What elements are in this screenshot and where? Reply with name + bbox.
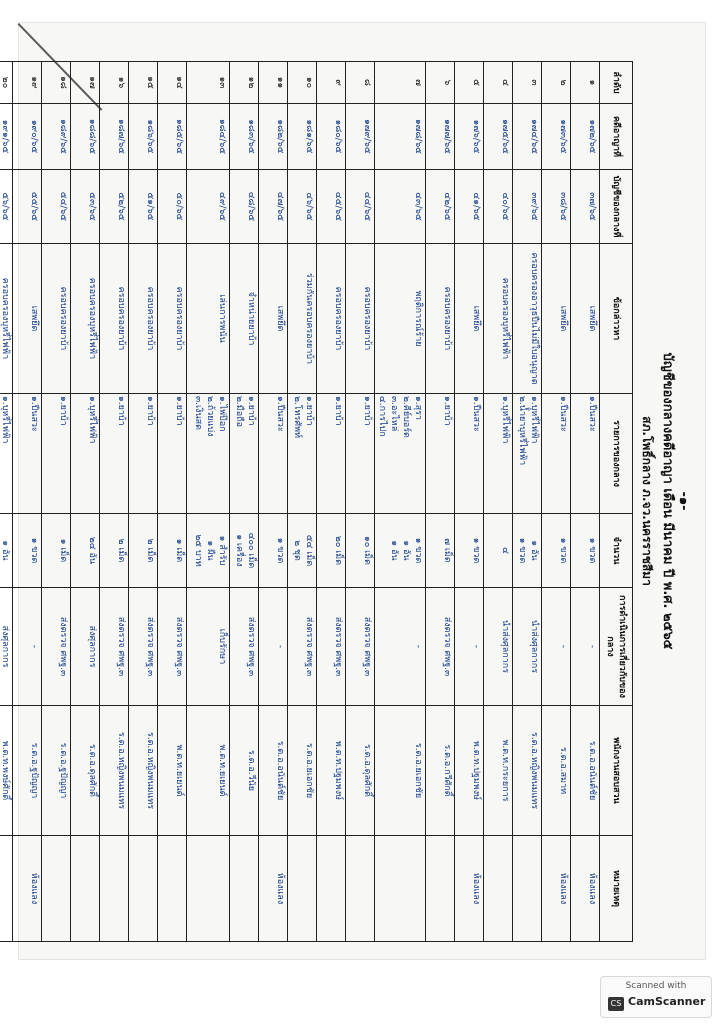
- cell-no: ๗: [375, 62, 426, 104]
- cell-items: [71, 394, 100, 514]
- cell-note: [513, 836, 542, 942]
- cell-quantity: [100, 514, 129, 588]
- cell-evidence-list-no: ๕๕/๖๕: [13, 170, 42, 244]
- quantity-line: ๒ เม็ด: [145, 538, 155, 563]
- quantity-line: ๑ เม็ด: [174, 538, 184, 563]
- cell-case-no: ๑๘๖/๖๕: [129, 104, 158, 170]
- cell-officer: พ.ต.ท.ปฐมพงษ์: [455, 706, 484, 836]
- item-line: ๑.ยาบ้า: [145, 396, 155, 426]
- cell-case-no: ๑๙๐/๖๕: [13, 104, 42, 170]
- cell-quantity: [484, 514, 513, 588]
- cell-no: ๖: [426, 62, 455, 104]
- item-line: ๑.บุหรี่ไฟฟ้า: [529, 396, 539, 444]
- cell-charge: ครอบครองบุหรี่ไฟฟ้า: [71, 244, 100, 394]
- document-title: บัญชีของกลางคดีอาญา เดือน มีนาคม ปี พ.ศ. ๒๕๖๕: [660, 352, 675, 650]
- table-header-row: [600, 62, 633, 942]
- item-line: ๑.ไพ่ป๊อก: [217, 396, 227, 432]
- table-row: [288, 62, 317, 942]
- quantity-line: ๗ เม็ด: [442, 538, 452, 563]
- cell-charge: ครอบครองยาบ้า: [42, 244, 71, 394]
- quantity-line: ๑ เครื่อง: [234, 534, 244, 567]
- item-line: ๑.ยาบ้า: [58, 396, 68, 426]
- cell-quantity: [455, 514, 484, 588]
- watermark-brand: CamScanner: [628, 995, 706, 1008]
- quantity-line: ๑ ขวด: [275, 537, 285, 564]
- cell-note: [288, 836, 317, 942]
- cell-items: [100, 394, 129, 514]
- cell-note: [129, 836, 158, 942]
- cell-items: [230, 394, 259, 514]
- cell-officer: ร.ต.อ.หญิงพนมแทร: [513, 706, 542, 836]
- camscanner-watermark: [600, 976, 712, 1018]
- cell-charge: เสพยึด: [571, 244, 600, 394]
- cell-charge: ครอบครองยาบ้า: [100, 244, 129, 394]
- cell-charge: ครอบครองยาบ้า: [317, 244, 346, 394]
- cell-items: [42, 394, 71, 514]
- cell-evidence-list-no: ๓๗/๖๕: [571, 170, 600, 244]
- cell-evidence-list-no: ๕๒/๖๕: [100, 170, 129, 244]
- item-line: ๑.ปืนสวะ: [471, 396, 481, 432]
- cell-officer: พ.ต.ท.ยเยนต์: [158, 706, 187, 836]
- cell-note: [230, 836, 259, 942]
- table-row: [13, 62, 42, 942]
- item-line: ๒.มือถือ: [234, 396, 244, 427]
- quantity-line: ๑ ขวด: [471, 537, 481, 564]
- table-row: [513, 62, 542, 942]
- cell-charge: ครอบครองยาบ้า: [158, 244, 187, 394]
- quantity-line: ๑ อัน: [401, 540, 411, 561]
- cell-no: ๔: [484, 62, 513, 104]
- table-row: [317, 62, 346, 942]
- cell-quantity: [288, 514, 317, 588]
- cell-case-no: ๑๘๙/๖๕: [42, 104, 71, 170]
- cell-charge: เสพยึด: [259, 244, 288, 394]
- cell-case-no: ๑๘๕/๖๕: [158, 104, 187, 170]
- item-line: ๑.สุรา: [413, 396, 423, 420]
- cell-case-no: ๑๙๑/๖๕: [0, 104, 13, 170]
- cell-case-no: ๑๗๖/๖๕: [455, 104, 484, 170]
- cell-no: ๑๔: [158, 62, 187, 104]
- table-row: [259, 62, 288, 942]
- quantity-line: ๔๐๐ เม็ด: [246, 532, 256, 569]
- cell-officer: พ.ต.ท.กระยการ: [484, 706, 513, 836]
- cell-quantity: [346, 514, 375, 588]
- item-line: ๑.ยาบ้า: [333, 396, 343, 426]
- quantity-line: ๑ ขวด: [29, 537, 39, 564]
- cell-items: [158, 394, 187, 514]
- item-line: ๓.อะไหล่: [389, 396, 399, 432]
- cell-items: [259, 394, 288, 514]
- cell-no: ๑๓: [187, 62, 230, 104]
- cell-officer: ร.ต.อ.อนันต์ชัย: [571, 706, 600, 836]
- cell-note: [346, 836, 375, 942]
- scanned-page: [0, 22, 706, 960]
- cell-evidence-list-no: ๔๘/๖๕: [230, 170, 259, 244]
- quantity-line: ๑ ผืน: [205, 540, 215, 561]
- cell-evidence-list-no: ๔๓/๖๕: [375, 170, 426, 244]
- item-line: ๓.เงินสด: [193, 396, 203, 430]
- cell-case-no: ๑๗๗/๖๕: [426, 104, 455, 170]
- cell-items: [187, 394, 230, 514]
- cell-items: [513, 394, 542, 514]
- cell-charge: ร่วมกันครอบครองยาบ้า: [288, 244, 317, 394]
- quantity-line: ๒๐ เม็ด: [333, 535, 343, 566]
- item-line: ๑.ยาบ้า: [116, 396, 126, 426]
- cell-note: [100, 836, 129, 942]
- cell-case-no: ๑๗๔/๖๕: [513, 104, 542, 170]
- quantity-line: ๔: [500, 547, 510, 554]
- cell-case-no: ๑๘๒/๖๕: [259, 104, 288, 170]
- cell-note: ห้องแลง: [13, 836, 42, 942]
- cell-case-no: ๑๘๗/๖๕: [100, 104, 129, 170]
- cell-officer: พ.ต.ท.พงษ์ศักดิ์: [0, 706, 13, 836]
- cell-no: ๕: [455, 62, 484, 104]
- cell-action: -: [259, 588, 288, 706]
- cell-officer: ร.ต.อ.กวีศักดิ์: [426, 706, 455, 836]
- cell-no: ๑๐: [288, 62, 317, 104]
- table-row: [346, 62, 375, 942]
- quantity-line: ๒ เม็ด: [116, 538, 126, 563]
- cell-evidence-list-no: ๔๗/๖๕: [259, 170, 288, 244]
- cell-action: นำส่งศุลกากร: [513, 588, 542, 706]
- item-line: ๒.คีย์บอร์ด: [401, 396, 411, 438]
- cell-officer: ร.ต.อ.หญิงพนมแทร: [100, 706, 129, 836]
- cell-note: [71, 836, 100, 942]
- item-line: ๑.บุหรี่ไฟฟ้า: [500, 396, 510, 444]
- cell-quantity: [0, 514, 13, 588]
- cell-note: [187, 836, 230, 942]
- cell-items: [288, 394, 317, 514]
- cell-quantity: [426, 514, 455, 588]
- table-row: [71, 62, 100, 942]
- cell-evidence-list-no: ๓๙/๖๕: [513, 170, 542, 244]
- header-evidence-list-no: บัญชีของกลางที่: [600, 170, 633, 244]
- cell-evidence-list-no: ๕๔/๖๕: [42, 170, 71, 244]
- cell-no: ๑๑: [259, 62, 288, 104]
- cell-no: ๑๕: [129, 62, 158, 104]
- cell-quantity: [158, 514, 187, 588]
- cell-charge: ครอบครองบุหรี่ไฟฟ้า: [484, 244, 513, 394]
- header-note: หมายเหตุ: [600, 836, 633, 942]
- cell-note: [484, 836, 513, 942]
- cell-action: เก็บรักษา: [187, 588, 230, 706]
- cell-action: ส่งตรวจ ศพฐ.๓: [426, 588, 455, 706]
- cell-note: [375, 836, 426, 942]
- item-line: ๒.น้ำยาบุหรี่ไฟฟ้า: [517, 396, 527, 466]
- quantity-line: ๑ อัน: [389, 540, 399, 561]
- cell-officer: ร.ต.อ.สมาท: [542, 706, 571, 836]
- cell-quantity: [71, 514, 100, 588]
- camscanner-logo-icon: CS: [608, 997, 624, 1011]
- page-number: -๑-: [676, 491, 691, 511]
- cell-charge: ครอบครองอาวุธปืนไม่มีใบอนุญาต: [513, 244, 542, 394]
- cell-evidence-list-no: ๔๒/๖๕: [426, 170, 455, 244]
- quantity-line: ๑ เม็ด: [58, 538, 68, 563]
- cell-charge: เสพยึด: [542, 244, 571, 394]
- cell-quantity: [13, 514, 42, 588]
- cell-no: ๑๖: [100, 62, 129, 104]
- cell-quantity: [513, 514, 542, 588]
- cell-officer: ร.ต.อ.ยเอกชัย: [288, 706, 317, 836]
- table-row: [426, 62, 455, 942]
- cell-action: ส่งตรวจ ศพฐ.๓: [346, 588, 375, 706]
- quantity-line: ๑ ขวด: [587, 537, 597, 564]
- cell-charge: จำหน่ายยาบ้า: [230, 244, 259, 394]
- table-row: [375, 62, 426, 942]
- quantity-line: ๑ อัน: [0, 540, 10, 561]
- cell-quantity: [542, 514, 571, 588]
- cell-no: ๑๗: [71, 62, 100, 104]
- cell-note: ห้องแลง: [455, 836, 484, 942]
- quantity-line: ๑ ขวด: [413, 537, 423, 564]
- cell-action: ส่งตรวจ ศพฐ.๓: [230, 588, 259, 706]
- quantity-line: ๑ ขวด: [517, 537, 527, 564]
- header-no: ลำดับ: [600, 62, 633, 104]
- cell-action: ส่งศุลกากร: [71, 588, 100, 706]
- item-line: ๑.ปืนสวะ: [275, 396, 285, 432]
- cell-case-no: ๑๗๒/๖๕: [571, 104, 600, 170]
- cell-note: [42, 836, 71, 942]
- cell-note: ห้องแลง: [571, 836, 600, 942]
- cell-no: ๑๙: [13, 62, 42, 104]
- item-line: ๑.บุหรี่ไฟฟ้า: [0, 396, 10, 444]
- cell-case-no: ๑๘๔/๖๕: [187, 104, 230, 170]
- cell-case-no: ๑๗๘/๖๕: [375, 104, 426, 170]
- cell-officer: ร.ต.อ.วีนัย: [230, 706, 259, 836]
- header-officer: พนักงานสอบสวน: [600, 706, 633, 836]
- item-line: ๑.ปืนสวะ: [29, 396, 39, 432]
- cell-charge: เล่นการพนัน: [187, 244, 230, 394]
- quantity-line: ๑ ขวด: [558, 537, 568, 564]
- table-row: [571, 62, 600, 942]
- cell-items: [542, 394, 571, 514]
- table-row: [158, 62, 187, 942]
- quantity-line: ๒ ชุด: [292, 540, 302, 561]
- quantity-line: ๕๔ เม็ด: [304, 534, 314, 567]
- quantity-line: ๒๔ อัน: [87, 536, 97, 565]
- cell-charge: พฤติการณ์ร้าย: [375, 244, 426, 394]
- cell-action: ส่งศุลกากร: [0, 588, 13, 706]
- header-items: รายการของกลาง: [600, 394, 633, 514]
- table-row: [455, 62, 484, 942]
- quantity-line: ๒๕ บาท: [193, 534, 203, 567]
- cell-no: ๙: [317, 62, 346, 104]
- item-line: ๑.ยาบ้า: [442, 396, 452, 426]
- cell-no: ๒: [542, 62, 571, 104]
- cell-officer: ร.ต.อ.ดุลศักดิ์: [71, 706, 100, 836]
- cell-case-no: ๑๘๓/๖๕: [230, 104, 259, 170]
- cell-evidence-list-no: ๔๖/๖๕: [288, 170, 317, 244]
- cell-quantity: [571, 514, 600, 588]
- cell-officer: ร.ต.อ.ดุลศักดิ์: [346, 706, 375, 836]
- cell-items: [571, 394, 600, 514]
- cell-evidence-list-no: ๕๐/๖๕: [158, 170, 187, 244]
- item-line: ๑.ยาบ้า: [362, 396, 372, 426]
- cell-case-no: ๑๘๐/๖๕: [317, 104, 346, 170]
- cell-no: ๑๒: [230, 62, 259, 104]
- cell-note: [158, 836, 187, 942]
- table-row: [0, 62, 13, 942]
- item-line: ๑.ยาบ้า: [304, 396, 314, 426]
- header-action: การดำเนินการเกี่ยวกับของกลาง: [600, 588, 633, 706]
- cell-items: [346, 394, 375, 514]
- cell-items: [129, 394, 158, 514]
- cell-note: [0, 836, 13, 942]
- cell-no: ๒๐: [0, 62, 13, 104]
- watermark-caption: Scanned with: [625, 981, 687, 991]
- cell-items: [375, 394, 426, 514]
- cell-evidence-list-no: ๕๓/๖๕: [71, 170, 100, 244]
- table-row: [484, 62, 513, 942]
- table-row: [42, 62, 71, 942]
- table-row: [187, 62, 230, 942]
- cell-items: [0, 394, 13, 514]
- cell-evidence-list-no: ๔๑/๖๕: [455, 170, 484, 244]
- quantity-line: ๑ อัน: [529, 540, 539, 561]
- quantity-line: ๑๐ เม็ด: [362, 536, 372, 565]
- cell-case-no: ๑๘๘/๖๕: [71, 104, 100, 170]
- item-line: ๔.การไปก: [377, 396, 387, 437]
- cell-charge: เสพยึด: [13, 244, 42, 394]
- table-row: [230, 62, 259, 942]
- cell-action: ส่งตรวจ ศพฐ.๓: [288, 588, 317, 706]
- cell-case-no: ๑๗๕/๖๕: [484, 104, 513, 170]
- cell-officer: พ.ต.ท.ยเยนต์: [187, 706, 230, 836]
- cell-action: -: [542, 588, 571, 706]
- cell-evidence-list-no: ๕๑/๖๕: [129, 170, 158, 244]
- cell-officer: ร.ต.อ.ยเอกชัย: [375, 706, 426, 836]
- cell-items: [455, 394, 484, 514]
- item-line: ๑.ยาบ้า: [246, 396, 256, 426]
- item-line: ๒.โทรศัพท์: [292, 396, 302, 438]
- cell-no: ๘: [346, 62, 375, 104]
- item-line: ๒.ถ้วยแบ่ง: [205, 396, 215, 437]
- cell-evidence-list-no: ๔๕/๖๕: [317, 170, 346, 244]
- header-case-no: คดีอาญาที่: [600, 104, 633, 170]
- header-charge: ข้อกล่าวหา: [600, 244, 633, 394]
- item-line: ๑.ปืนสวะ: [558, 396, 568, 432]
- rotated-document: [0, 61, 695, 941]
- cell-evidence-list-no: ๓๘/๖๕: [542, 170, 571, 244]
- cell-items: [484, 394, 513, 514]
- cell-evidence-list-no: ๔๐/๖๕: [484, 170, 513, 244]
- cell-quantity: [317, 514, 346, 588]
- table-row: [542, 62, 571, 942]
- quantity-line: ๑ สำรับ: [217, 535, 227, 566]
- cell-quantity: [42, 514, 71, 588]
- cell-evidence-list-no: ๔๙/๖๕: [187, 170, 230, 244]
- cell-action: ส่งตรวจ ศพฐ.๓: [317, 588, 346, 706]
- cell-officer: ร.ต.อ.ฐปัญญา: [42, 706, 71, 836]
- cell-quantity: [375, 514, 426, 588]
- cell-quantity: [259, 514, 288, 588]
- cell-note: [426, 836, 455, 942]
- table-row: [129, 62, 158, 942]
- cell-officer: ร.ต.อ.อนันต์ชัย: [259, 706, 288, 836]
- cell-no: ๓: [513, 62, 542, 104]
- cell-officer: ร.ต.อ.หญิงพนมแทร: [129, 706, 158, 836]
- cell-action: ส่งตรวจ ศพฐ.๓: [42, 588, 71, 706]
- cell-quantity: [230, 514, 259, 588]
- cell-charge: ครอบครองยาบ้า: [426, 244, 455, 394]
- cell-evidence-list-no: ๔๔/๖๕: [346, 170, 375, 244]
- header-quantity: จำนวน: [600, 514, 633, 588]
- cell-quantity: [129, 514, 158, 588]
- cell-items: [13, 394, 42, 514]
- cell-case-no: ๑๗๙/๖๕: [346, 104, 375, 170]
- cell-action: ส่งตรวจ ศพฐ.๓: [129, 588, 158, 706]
- cell-action: ส่งตรวจ ศพฐ.๓: [100, 588, 129, 706]
- document-subtitle: สภ.โพธิ์กลาง ภ.จว.นครราชสีมา: [640, 416, 654, 586]
- cell-action: ส่งตรวจ ศพฐ.๓: [158, 588, 187, 706]
- cell-action: -: [571, 588, 600, 706]
- cell-action: นำส่งศุลกากร: [484, 588, 513, 706]
- cell-officer: ร.ต.อ.ฐปัญญา: [13, 706, 42, 836]
- cell-charge: ครอบครองยาบ้า: [129, 244, 158, 394]
- table-row: [100, 62, 129, 942]
- cell-charge: เสพยึด: [455, 244, 484, 394]
- cell-quantity: [187, 514, 230, 588]
- evidence-table: [0, 61, 633, 942]
- cell-items: [317, 394, 346, 514]
- cell-note: ห้องแลง: [259, 836, 288, 942]
- cell-action: -: [375, 588, 426, 706]
- cell-action: -: [455, 588, 484, 706]
- cell-charge: ครอบครองบุหรี่ไฟฟ้า: [0, 244, 13, 394]
- cell-evidence-list-no: ๕๖/๖๕: [0, 170, 13, 244]
- cell-note: ห้องแลง: [542, 836, 571, 942]
- cell-items: [426, 394, 455, 514]
- item-line: ๑.ยาบ้า: [174, 396, 184, 426]
- item-line: ๑.ปืนสวะ: [587, 396, 597, 432]
- cell-no: ๑: [571, 62, 600, 104]
- cell-no: ๑๘: [42, 62, 71, 104]
- cell-charge: ครอบครองยาบ้า: [346, 244, 375, 394]
- cell-action: -: [13, 588, 42, 706]
- cell-case-no: ๑๘๑/๖๕: [288, 104, 317, 170]
- cell-case-no: ๑๗๓/๖๕: [542, 104, 571, 170]
- cell-note: [317, 836, 346, 942]
- item-line: ๑.บุหรี่ไฟฟ้า: [87, 396, 97, 444]
- cell-officer: พ.ต.ท.ปฐมพงษ์: [317, 706, 346, 836]
